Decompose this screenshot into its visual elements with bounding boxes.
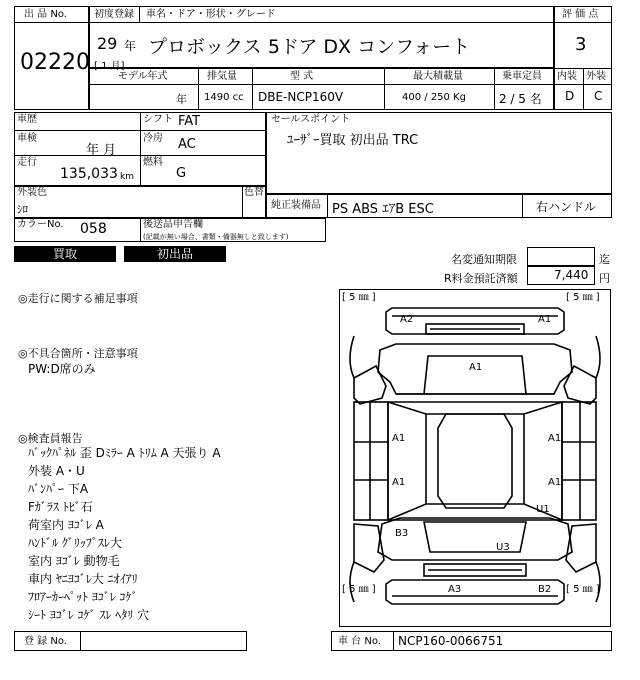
damage-mark-a3: A3	[448, 584, 462, 595]
damage-mark-b3: B3	[395, 528, 409, 539]
mileage-label: 走行	[17, 157, 37, 168]
sales-point-value: ﾕｰｻﾞｰ買取 初出品 TRC	[287, 133, 419, 148]
capacity-value: 2 / 5 名	[499, 92, 542, 106]
car-diagram	[339, 289, 611, 627]
model-year-unit: 年	[176, 93, 187, 106]
inspector-report-label: ◎検査員報告	[18, 432, 83, 445]
inspection-value: 年 月	[86, 143, 117, 158]
reg-year: 29	[97, 34, 118, 53]
damage-mark-a1-hood: A1	[469, 362, 483, 373]
driving-notes-label: ◎走行に関する補足事項	[18, 292, 138, 305]
fuel-value: G	[176, 166, 187, 181]
damage-mark-a1-right-front: A1	[548, 433, 562, 444]
repaint-label: 色替	[244, 187, 264, 198]
damage-mark-a1-left-front: A1	[392, 433, 406, 444]
color-no-label: カラーNo.	[17, 219, 64, 230]
damage-mark-a1-front: A1	[538, 314, 552, 325]
rating-value: 3	[575, 34, 587, 55]
mileage-unit: km	[120, 172, 134, 182]
displacement-value: 1490 cc	[204, 92, 244, 103]
interior-label: 内装	[557, 71, 577, 82]
car-name-label: 車名・ドア・形状・グレード	[146, 9, 276, 20]
reg-year-unit: 年	[124, 39, 137, 53]
type-label: 型 式	[290, 71, 314, 82]
mileage-value: 135,033	[60, 166, 118, 182]
lot-label: 出 品 No.	[24, 9, 67, 20]
exterior-grade: C	[594, 89, 603, 103]
inspector-line: 荷室内 ﾖｺﾞﾚ A	[28, 518, 104, 532]
tire-depth-rear-right: [ 5 ㎜ ]	[566, 584, 600, 595]
first-reg-label: 初度登録	[94, 9, 134, 20]
rating-label: 評 価 点	[562, 9, 599, 20]
fuel-label: 燃料	[143, 157, 163, 168]
inspector-line: ﾊﾝﾄﾞﾙ ｸﾞﾘｯﾌﾟｽﾚ大	[28, 536, 122, 550]
equipment-value: PS ABS ｴｱB ESC	[332, 202, 434, 217]
defects-label: ◎不具合箇所・注意事項	[18, 347, 138, 360]
name-change-label: 名変通知期限	[451, 253, 517, 266]
car-name: プロボックス 5ドア DX コンフォート	[148, 36, 471, 58]
max-load-value: 400 / 250 Kg	[402, 92, 466, 103]
inspector-line: Fｶﾞﾗｽ ﾄﾋﾞ石	[28, 500, 93, 514]
color-no-value: 058	[80, 221, 107, 237]
shift-label: シフト	[143, 114, 173, 125]
defects-text: PW:D席のみ	[28, 362, 96, 376]
reg-month: [ 1 月]	[94, 61, 125, 72]
inspector-line: ﾊﾞｯｸﾊﾟﾈﾙ 歪 Dﾐﾗｰ A ﾄﾘﾑ A 天張り A	[28, 446, 221, 460]
damage-mark-u3: U3	[496, 542, 510, 553]
damage-mark-a1-right-rear: A1	[548, 477, 562, 488]
shift-value: FAT	[178, 114, 201, 129]
steering-value: 右ハンドル	[536, 200, 597, 214]
tire-depth-rear-left: [ 5 ㎜ ]	[342, 584, 376, 595]
first-listing-badge: 初出品	[124, 246, 226, 262]
exterior-color-label: 外装色	[17, 187, 47, 198]
tire-depth-front-right: [ 5 ㎜ ]	[566, 292, 600, 303]
exterior-label: 外装	[586, 71, 606, 82]
inspector-line: 室内 ﾖｺﾞﾚ 動物毛	[28, 554, 120, 568]
recycle-unit: 円	[599, 272, 610, 285]
displacement-label: 排気量	[207, 71, 237, 82]
chassis-number: NCP160-0066751	[398, 634, 504, 648]
damage-mark-a1-left-rear: A1	[392, 477, 406, 488]
docs-label: 後送品申告欄	[143, 219, 203, 230]
recycle-amount: 7,440	[554, 268, 589, 282]
name-change-box	[527, 247, 595, 266]
chassis-label: 車 台 No.	[338, 636, 381, 647]
lot-number: 02220	[20, 50, 90, 75]
max-load-label: 最大積載量	[413, 71, 463, 82]
buyback-badge: 買取	[14, 246, 116, 262]
aircon-label: 冷房	[143, 133, 163, 144]
equipment-label: 純正装備品	[271, 200, 321, 211]
inspector-line: 外装 A・U	[28, 464, 85, 478]
type-value: DBE-NCP160V	[258, 90, 344, 104]
model-year-label: モデル年式	[118, 71, 168, 82]
car-diagram-drawing	[340, 290, 610, 626]
recycle-label: R料金預託済額	[444, 272, 518, 285]
damage-mark-u1: U1	[536, 504, 550, 515]
registration-label: 登 録 No.	[24, 636, 67, 647]
docs-note: (記載が無い場合、書類・備器無しと致します)	[143, 233, 289, 241]
tire-depth-front-left: [ 5 ㎜ ]	[342, 292, 376, 303]
exterior-color-box	[14, 186, 266, 218]
damage-mark-a2: A2	[400, 314, 414, 325]
history-label: 車歴	[17, 114, 37, 125]
capacity-label: 乗車定員	[502, 71, 542, 82]
inspector-line: 車内 ﾔﾆﾖｺﾞﾚ大 ﾆｵｲｱﾘ	[28, 572, 138, 586]
inspection-label: 車検	[17, 133, 37, 144]
damage-mark-b2: B2	[538, 584, 552, 595]
exterior-color-value: ｼﾛ	[17, 203, 28, 216]
interior-grade: D	[565, 89, 575, 103]
inspector-line: ﾌﾛｱｰｶｰﾍﾟｯﾄ ﾖｺﾞﾚ ｺｹﾞ	[28, 590, 138, 604]
sales-point-label: セールスポイント	[271, 114, 351, 125]
name-change-unit: 迄	[599, 253, 610, 266]
inspector-line: ｼｰﾄ ﾖｺﾞﾚ ｺｹﾞ ｽﾚ ﾍﾀﾘ 穴	[28, 608, 150, 622]
aircon-value: AC	[178, 137, 196, 152]
inspector-line: ﾊﾞﾝﾊﾟｰ 下A	[28, 482, 89, 496]
